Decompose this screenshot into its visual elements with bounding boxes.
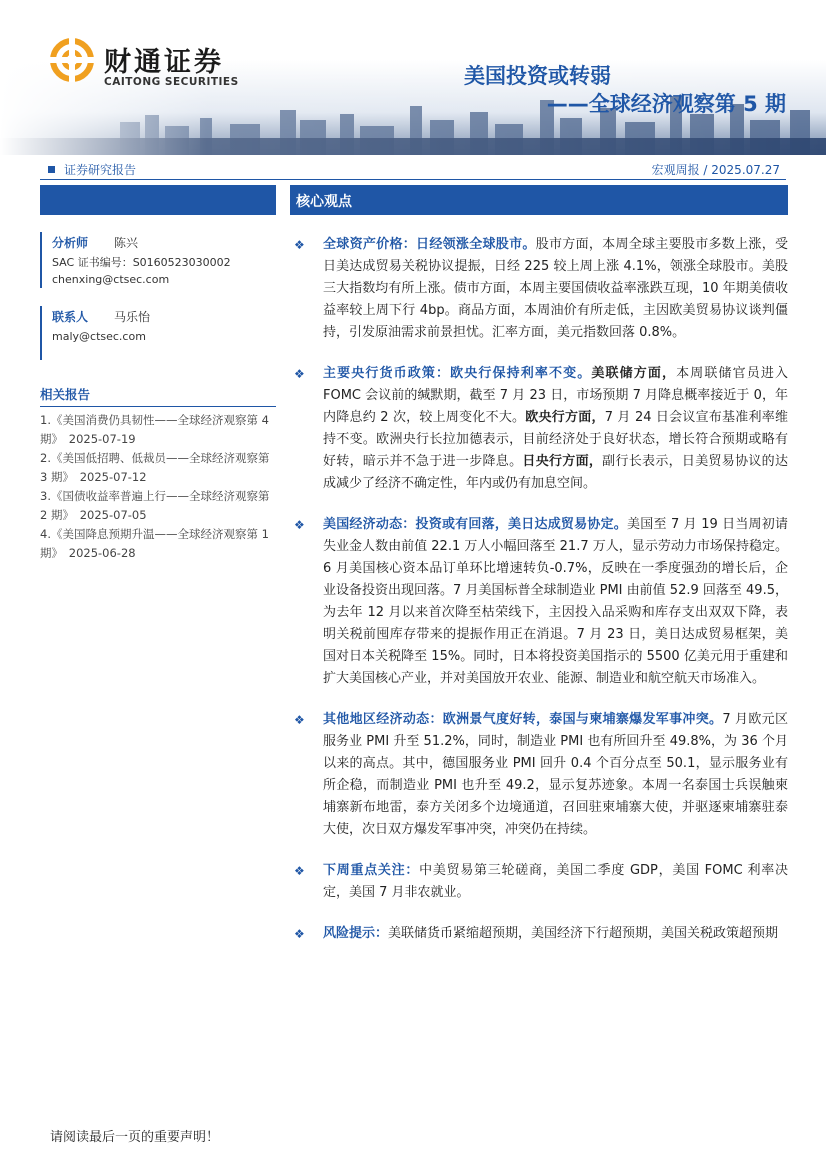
square-bullet-icon: [48, 166, 55, 173]
related-report-item[interactable]: 4.《美国降息预期升温——全球经济观察第 1 期》 2025-06-28: [40, 527, 269, 560]
core-point: [290, 234, 788, 344]
report-title-line2: ——全球经济观察第 5 期: [546, 92, 786, 116]
diamond-bullet-icon: ❖: [294, 518, 305, 532]
left-header-bar: [40, 185, 276, 215]
diamond-bullet-icon: ❖: [294, 367, 305, 381]
point-text: 副行长表示，日美贸易协议的达成减少了经济不确定性，年内或仍有加息空间。: [323, 454, 788, 491]
core-point: [290, 363, 788, 495]
point-text: 日央行方面，: [522, 454, 603, 469]
contact-email: maly@ctsec.com: [52, 330, 146, 343]
analyst-info: [40, 232, 276, 370]
point-heading: 全球资产价格：日经领涨全球股市。: [323, 237, 536, 252]
core-points: [290, 234, 788, 964]
point-text: 美联储方面，: [591, 366, 677, 381]
point-text: 7 月欧元区服务业 PMI 升至 51.2%，同时，制造业 PMI 也有所回升至 49.8%，为 36 个月以来的高点。其中，德国服务业 PMI 回升 0.4 个百分点至 50.1，显示服务业有所企稳，而制造业 PMI 也升至 49.2，显示复苏迹象。本周一名泰国士兵误触柬埔寨新布地雷，泰方关闭多个边境通道，召回驻柬埔寨大使，并驱逐柬埔寨驻泰大使，次日双方爆发军事冲突，冲突仍在持续。: [323, 712, 788, 837]
core-point: [290, 923, 788, 945]
related-report-item[interactable]: 2.《美国低招聘、低裁员——全球经济观察第 3 期》 2025-07-12: [40, 451, 270, 484]
related-reports-title: 相关报告: [40, 385, 276, 407]
core-header-bar: [290, 185, 788, 215]
report-info-bar: [40, 160, 786, 180]
point-text: 美联储货币紧缩超预期，美国经济下行超预期，美国关税政策超预期: [388, 926, 779, 941]
related-report-item[interactable]: 1.《美国消费仍具韧性——全球经济观察第 4 期》 2025-07-19: [40, 413, 269, 446]
footer-disclaimer: 请阅读最后一页的重要声明！: [50, 1130, 220, 1145]
diamond-bullet-icon: ❖: [294, 238, 305, 252]
report-title-line1: 美国投资或转弱: [464, 64, 611, 88]
point-text: 欧央行方面，: [525, 410, 605, 425]
report-meta: 宏观周报 / 2025.07.27: [651, 163, 780, 177]
logo-mark-icon: [50, 38, 94, 82]
analyst-block: [40, 232, 276, 288]
point-heading: 美国经济动态：投资或有回落，美日达成贸易协定。: [323, 517, 628, 532]
core-point: [290, 514, 788, 690]
contact-name: 马乐怡: [114, 310, 151, 324]
point-text: 7 月 24 日会议宣布基准利率维持不变。欧洲央行长拉加德表示，目前经济处于良好状态，增长符合预期或略有好转，暗示并不急于进一步降息。: [323, 410, 788, 469]
analyst-name: 陈兴: [114, 236, 139, 250]
logo-chinese-name: 财通证券: [104, 47, 224, 78]
core-point: [290, 709, 788, 841]
contact-block: [40, 306, 276, 360]
logo-english-name: CAITONG SECURITIES: [104, 76, 239, 88]
core-point: [290, 860, 788, 904]
diamond-bullet-icon: ❖: [294, 927, 305, 941]
contact-role: 联系人: [52, 310, 89, 324]
analyst-email: chenxing@ctsec.com: [52, 273, 170, 286]
report-type-label: 证券研究报告: [64, 163, 137, 177]
analyst-sac: SAC 证书编号：S0160523030002: [52, 256, 231, 269]
point-heading: 其他地区经济动态：欧洲景气度好转，泰国与柬埔寨爆发军事冲突。: [323, 712, 723, 727]
point-heading: 主要央行货币政策：欧央行保持利率不变。: [323, 366, 592, 381]
report-type: [48, 161, 136, 178]
point-text: 股市方面，本周全球主要股市多数上涨，受日美达成贸易关税协议提振，日经 225 较上周上涨 4.1%，领涨全球股市。美股三大指数均有所上涨。债市方面，本周主要国债收益率涨跌互现，10 年期美债收益率较上周下行 4bp。商品方面，本周油价有所走低，主因欧美贸易协议谈判僵持，引发原油需求前景担忧。汇率方面，美元指数回落 0.8%。: [323, 237, 788, 340]
point-text: 美国至 7 月 19 日当周初请失业金人数由前值 22.1 万人小幅回落至 21.7 万人，显示劳动力市场保持稳定。6 月美国核心资本品订单环比增速转负-0.7%，反映在一季度强劲的增长后，企业设备投资出现回落。7 月美国标普全球制造业 PMI 由前值 52.9 回落至 49.5，为去年 12 月以来首次降至枯荣线下，主因投入品采购和库存支出双双下降，表明关税前囤库存带来的提振作用正在消退。7 月 23 日，美日达成贸易框架，美国对日本关税降至 15%。同时，日本将投资美国指示的 5500 亿美元用于重建和扩大美国核心产业，并对美国放开农业、能源、制造业和航空航天市场准入。: [323, 517, 788, 686]
related-report-item[interactable]: 3.《国债收益率普遍上行——全球经济观察第 2 期》 2025-07-05: [40, 489, 270, 522]
point-heading: 下周重点关注：: [323, 863, 420, 878]
point-text: 中美贸易第三轮磋商，美国二季度 GDP，美国 FOMC 利率决定，美国 7 月非农就业。: [323, 863, 788, 900]
caitong-logo: [50, 38, 250, 94]
point-heading: 风险提示：: [323, 926, 389, 941]
report-header: [0, 0, 826, 160]
diamond-bullet-icon: ❖: [294, 864, 305, 878]
core-section-title: 核心观点: [296, 194, 352, 210]
point-text: 本周联储官员进入 FOMC 会议前的缄默期，截至 7 月 23 日，市场预期 7 月降息概率接近于 0，年内降息约 2 次，较上周变化不大。: [323, 366, 788, 425]
diamond-bullet-icon: ❖: [294, 713, 305, 727]
related-reports: [40, 385, 276, 563]
analyst-role: 分析师: [52, 236, 89, 250]
